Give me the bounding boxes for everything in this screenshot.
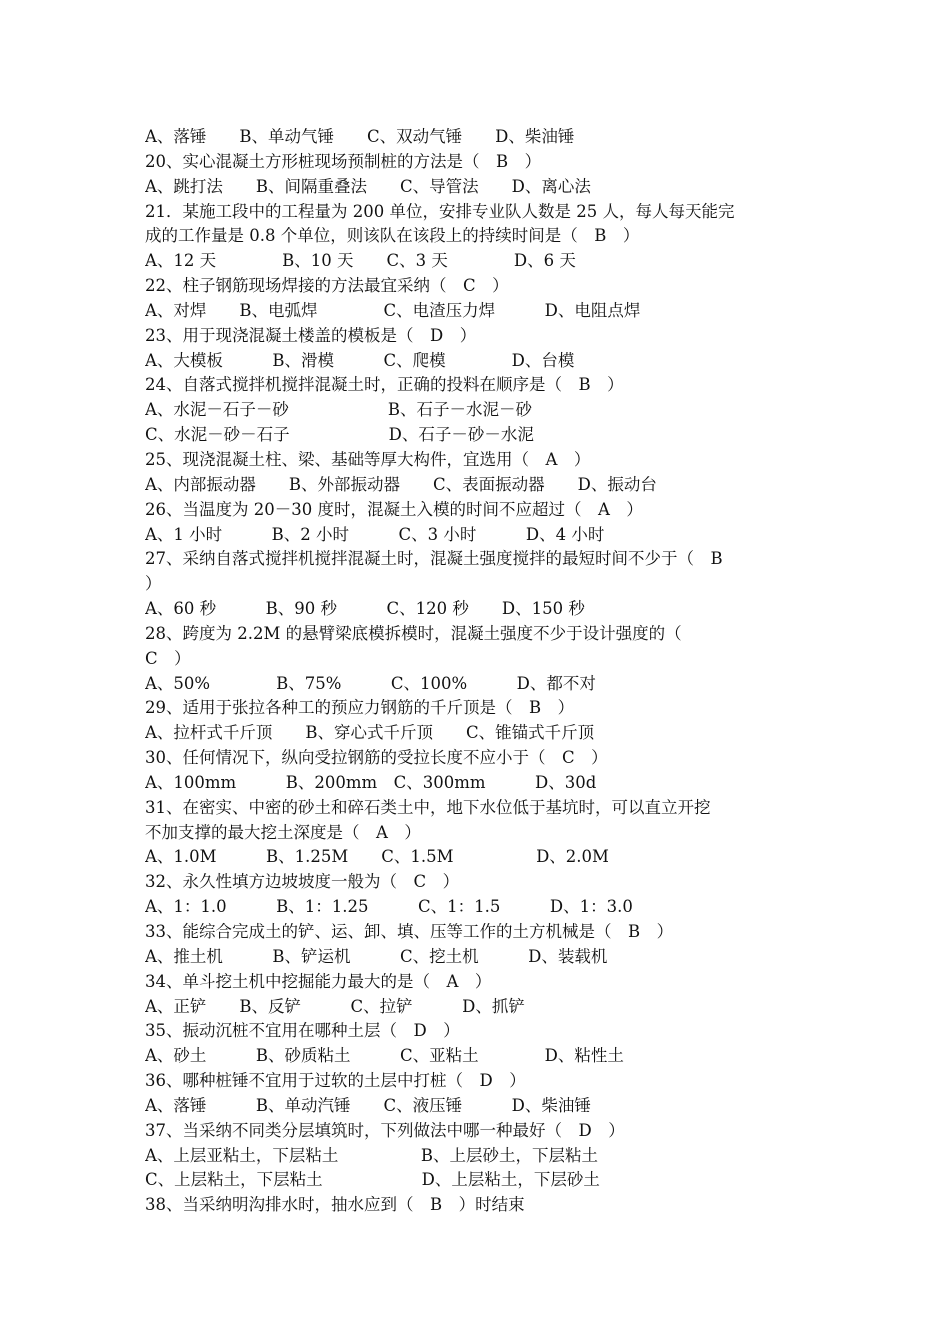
text-line: 28、跨度为 2.2M 的悬臂梁底模拆模时，混凝土强度不少于设计强度的（ <box>145 623 682 643</box>
text-line: A、跳打法 B、间隔重叠法 C、导管法 D、离心法 <box>145 176 591 196</box>
text-line: A、50% B、75% C、100% D、都不对 <box>145 673 596 693</box>
text-line: 27、采纳自落式搅拌机搅拌混凝土时，混凝土强度搅拌的最短时间不少于（ B <box>145 549 723 569</box>
text-line: A、对焊 B、电弧焊 C、电渣压力焊 D、电阻点焊 <box>145 300 641 320</box>
text-line: 不加支撑的最大挖土深度是（ A ） <box>145 822 421 842</box>
text-line: A、正铲 B、反铲 C、拉铲 D、抓铲 <box>145 996 525 1016</box>
text-line: 26、当温度为 20－30 度时，混凝土入模的时间不应超过（ A ） <box>145 499 643 519</box>
text-line: 21．某施工段中的工程量为 200 单位，安排专业队人数是 25 人，每人每天能完 <box>145 201 735 221</box>
text-line: A、1 小时 B、2 小时 C、3 小时 D、4 小时 <box>145 524 605 544</box>
text-line: C、上层粘土，下层粘土 D、上层粘土，下层砂土 <box>145 1170 600 1190</box>
text-line: 24、自落式搅拌机搅拌混凝土时，正确的投料在顺序是（ B ） <box>145 375 624 395</box>
text-line: 32、永久性填方边坡坡度一般为（ C ） <box>145 872 460 892</box>
text-line: 31、在密实、中密的砂土和碎石类土中，地下水位低于基坑时，可以直立开挖 <box>145 797 711 817</box>
text-line: A、12 天 B、10 天 C、3 天 D、6 天 <box>145 251 576 271</box>
text-line: A、水泥－石子－砂 B、石子－水泥－砂 <box>145 400 533 420</box>
text-line: A、推土机 B、铲运机 C、挖土机 D、装载机 <box>145 946 608 966</box>
text-line: 23、用于现浇混凝土楼盖的模板是（ D ） <box>145 325 477 345</box>
text-line: A、60 秒 B、90 秒 C、120 秒 D、150 秒 <box>145 599 585 619</box>
text-line: 20、实心混凝土方形桩现场预制桩的方法是（ B ） <box>145 151 542 171</box>
text-line: 35、振动沉桩不宜用在哪种土层（ D ） <box>145 1021 460 1041</box>
text-line: A、落锤 B、单动气锤 C、双动气锤 D、柴油锤 <box>145 127 575 146</box>
text-line: 29、适用于张拉各种工的预应力钢筋的千斤顶是（ B ） <box>145 698 575 718</box>
text-line: 成的工作量是 0.8 个单位，则该队在该段上的持续时间是（ B ） <box>145 226 640 246</box>
text-line: 38、当采纳明沟排水时，抽水应到（ B ）时结束 <box>145 1195 525 1215</box>
text-line: 25、现浇混凝土柱、梁、基础等厚大构件，宜选用（ A ） <box>145 449 591 469</box>
text-line: 22、柱子钢筋现场焊接的方法最宜采纳（ C ） <box>145 276 509 296</box>
text-line: A、砂土 B、砂质粘土 C、亚粘土 D、粘性土 <box>145 1046 624 1066</box>
text-line: A、内部振动器 B、外部振动器 C、表面振动器 D、振动台 <box>145 474 657 494</box>
text-line: C、水泥－砂－石子 D、石子－砂－水泥 <box>145 425 534 445</box>
text-line: A、100mm B、200mm C、300mm D、30d <box>145 772 597 792</box>
text-line: A、大模板 B、滑模 C、爬模 D、台模 <box>145 350 575 370</box>
text-line: 36、哪种桩锤不宜用于过软的土层中打桩（ D ） <box>145 1071 526 1091</box>
question-text-block <box>145 125 810 1218</box>
text-line: 30、任何情况下，纵向受拉钢筋的受拉长度不应小于（ C ） <box>145 748 608 768</box>
text-line: ） <box>145 574 162 594</box>
text-line: A、落锤 B、单动汽锤 C、液压锤 D、柴油锤 <box>145 1095 591 1115</box>
text-line: A、上层亚粘土，下层粘土 B、上层砂土，下层粘土 <box>145 1145 599 1165</box>
text-line: 37、当采纳不同类分层填筑时，下列做法中哪一种最好（ D ） <box>145 1120 625 1140</box>
text-line: 34、单斗挖土机中挖掘能力最大的是（ A ） <box>145 971 492 991</box>
text-line: C ） <box>145 648 191 668</box>
text-line: 33、能综合完成土的铲、运、卸、填、压等工作的土方机械是（ B ） <box>145 922 674 941</box>
text-line: A、拉杆式千斤顶 B、穿心式千斤顶 C、锥锚式千斤顶 <box>145 723 595 743</box>
text-line: A、1：1.0 B、1：1.25 C、1：1.5 D、1：3.0 <box>145 897 633 917</box>
text-line: A、1.0M B、1.25M C、1.5M D、2.0M <box>145 847 609 867</box>
